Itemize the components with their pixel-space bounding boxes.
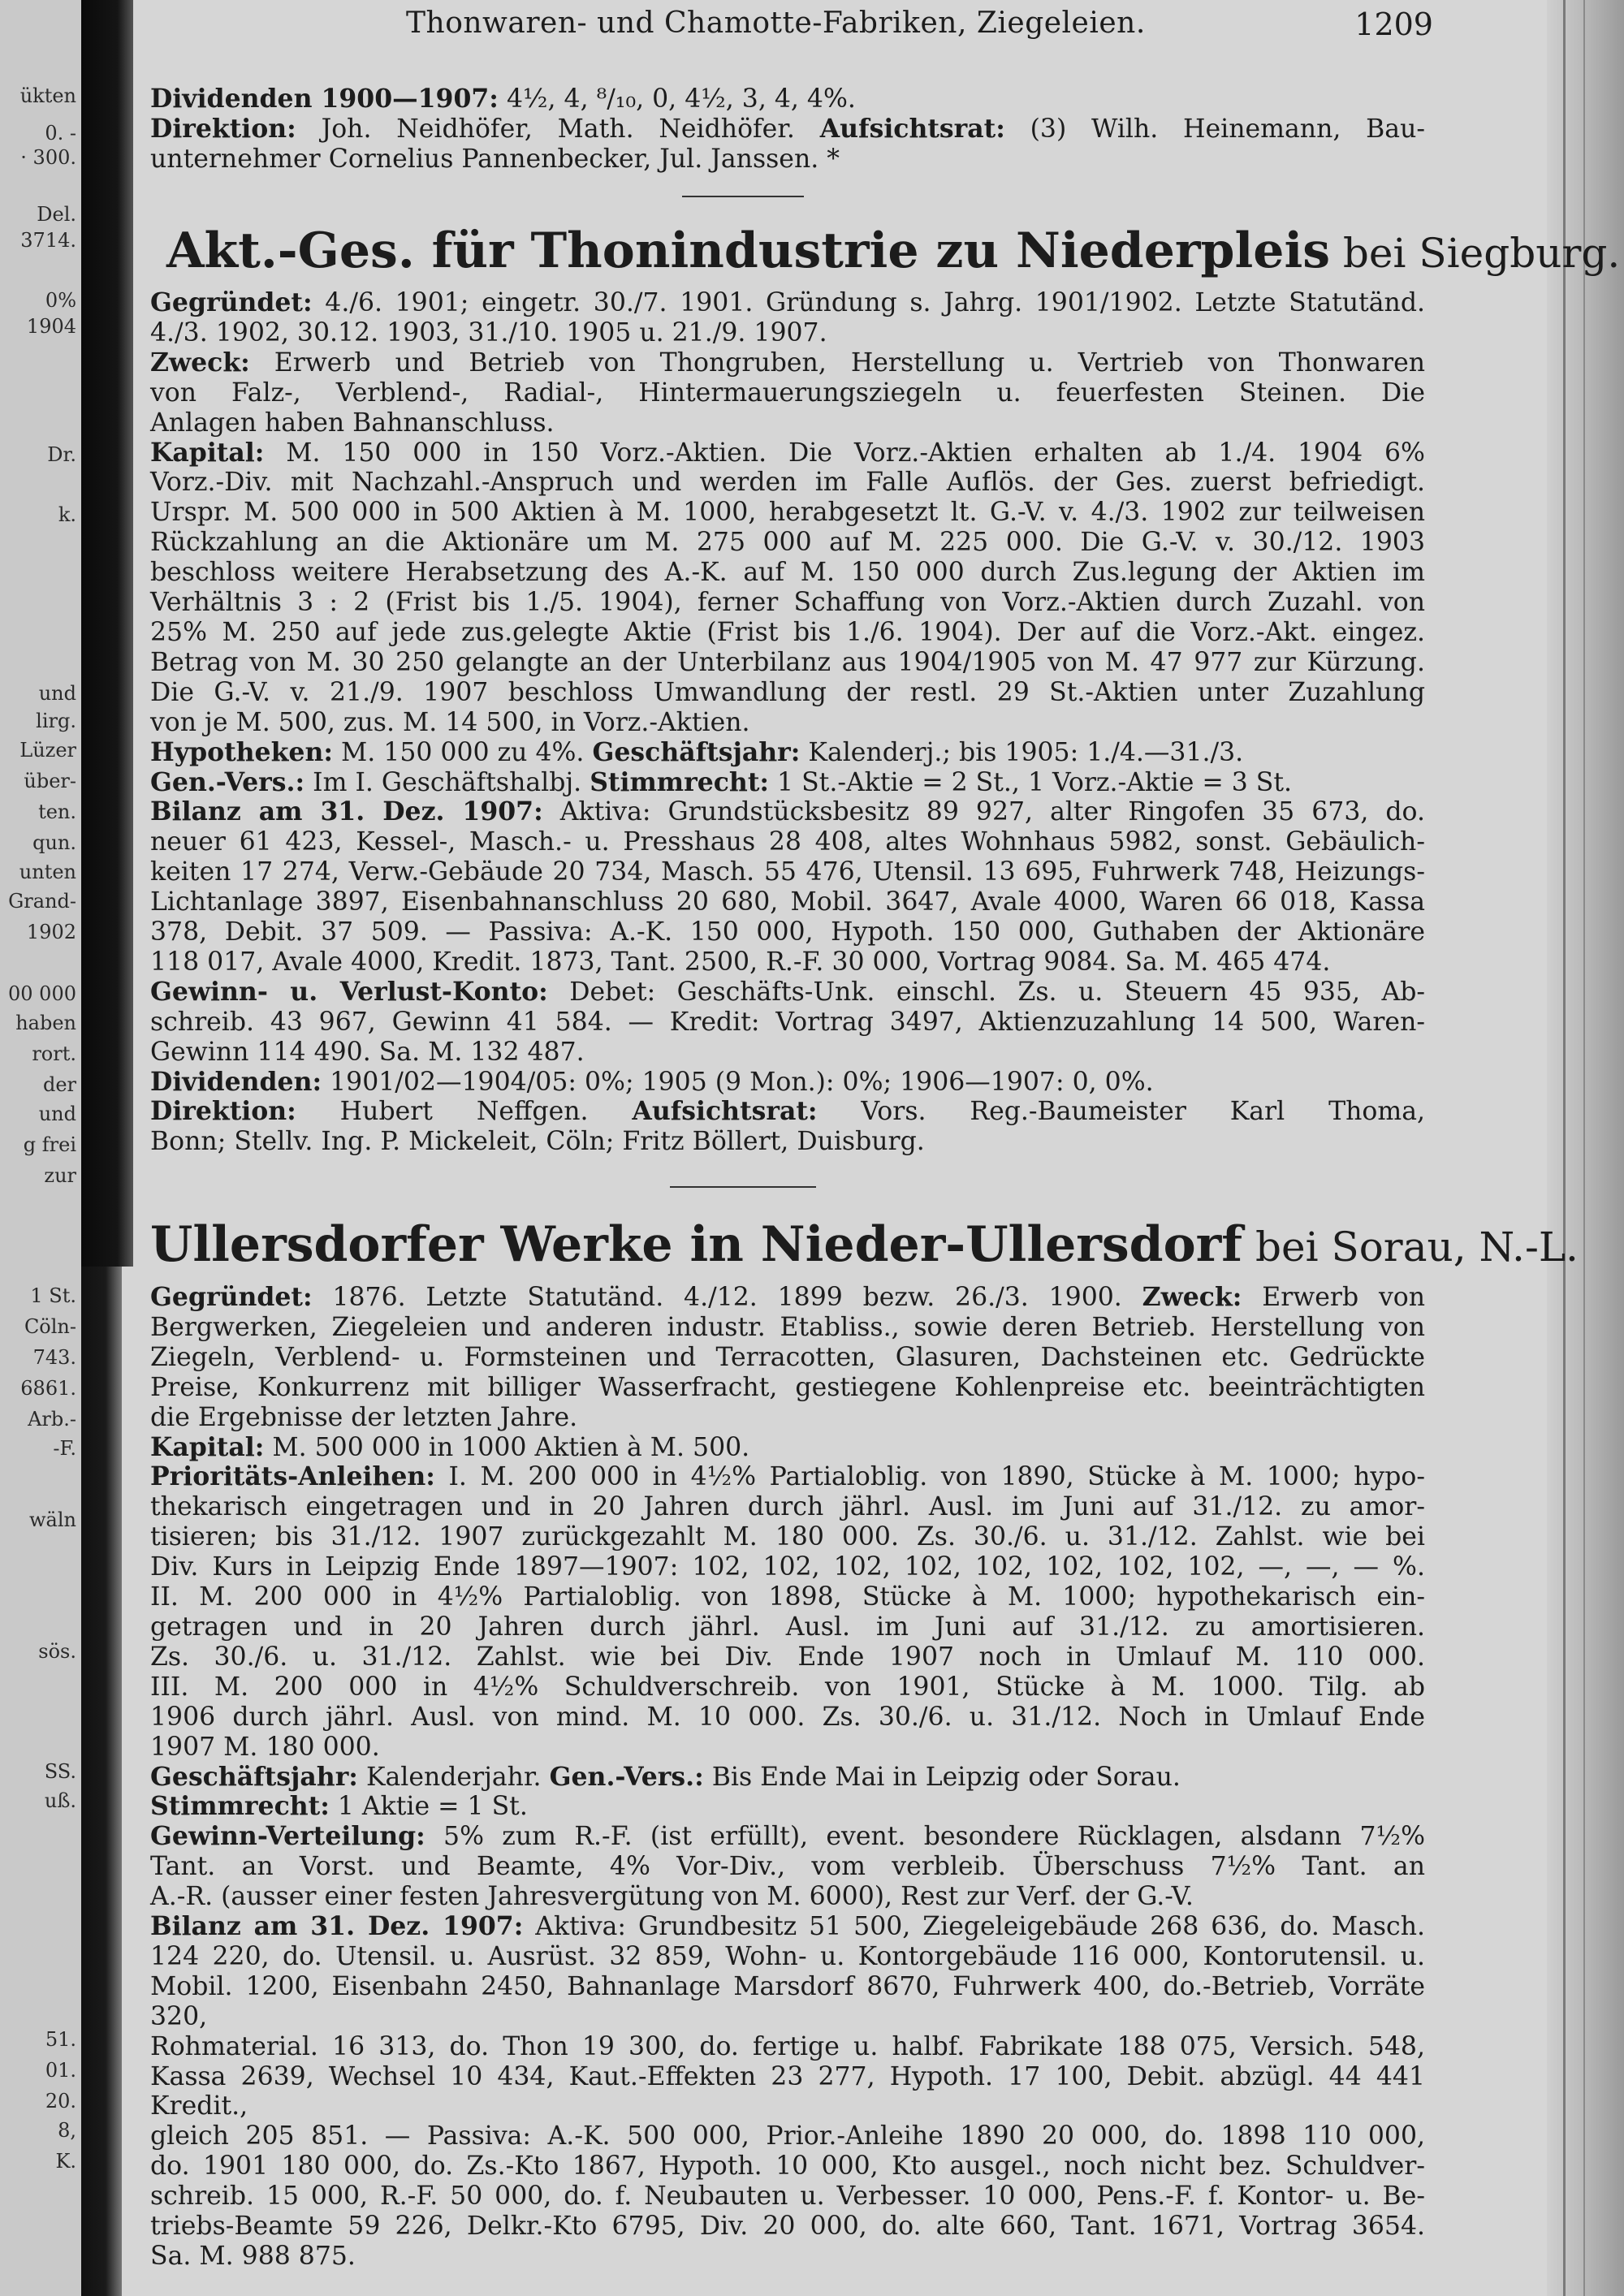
- field-label: Aufsichtsrat:: [819, 113, 1005, 144]
- margin-fragment: wäln: [29, 1508, 76, 1531]
- margin-fragment: 0%: [45, 289, 76, 312]
- margin-fragment: · 300.: [20, 146, 76, 169]
- text-line: [150, 1403, 1425, 1433]
- document-page: [134, 0, 1621, 2296]
- text-line: [150, 1882, 1425, 1912]
- field-value: Aktiva: Grundbesitz 51 500, Ziegeleigebäude 268 636, do. Masch.: [523, 1912, 1425, 1942]
- field-label: Dividenden 1900—1907:: [150, 84, 499, 114]
- page-edge-line: [1563, 0, 1566, 2296]
- margin-fragment: g frei: [23, 1133, 76, 1156]
- field-value: keiten 17 274, Verw.-Gebäude 20 734, Masch. 55 476, Utensil. 13 695, Fuhrwerk 748, Heizungs-: [150, 857, 1425, 887]
- field-label: Bilanz am 31. Dez. 1907:: [150, 796, 543, 827]
- margin-fragment: Dr.: [47, 443, 76, 466]
- company-heading-niederpleis: [150, 221, 1621, 283]
- margin-fragment: 00 000: [8, 982, 76, 1005]
- field-label: Aufsichtsrat:: [632, 1096, 818, 1127]
- field-value: Ziegeln, Verblend- u. Formsteinen und Terracotten, Glasuren, Dachsteinen etc. Gedrückte: [150, 1342, 1425, 1372]
- field-value: Betrag von M. 30 250 gelangte an der Unterbilanz aus 1904/1905 von M. 47 977 zur Kürzung.: [150, 647, 1425, 677]
- field-value: tisieren; bis 31./12. 1907 zurückgezahlt M. 180 000. Zs. 30./6. u. 31./12. Zahlst. wie bei: [150, 1522, 1425, 1552]
- field-label: Geschäftsjahr:: [592, 736, 801, 767]
- text-line: [150, 1097, 1425, 1127]
- text-line: [150, 768, 1425, 798]
- text-line: [150, 1343, 1425, 1373]
- text-line: [150, 1792, 1425, 1822]
- field-label: Gegründet:: [150, 1282, 313, 1312]
- margin-fragment: 1902: [26, 921, 76, 943]
- field-value: 5% zum R.-F. (ist erfüllt), event. besondere Rücklagen, alsdann 7½%: [425, 1822, 1425, 1852]
- text-line: [150, 1912, 1425, 1942]
- field-value: M. 150 000 in 150 Vorz.-Aktien. Die Vorz.-Aktien erhalten ab 1./4. 1904 6%: [264, 438, 1425, 468]
- margin-fragment: qun.: [32, 831, 76, 854]
- field-label: Gewinn- u. Verlust-Konto:: [150, 976, 548, 1007]
- field-value: 1876. Letzte Statutänd. 4./12. 1899 bezw. 26./3. 1900.: [312, 1283, 1142, 1312]
- text-line: [150, 648, 1425, 678]
- field-value: Zs. 30./6. u. 31./12. Zahlst. wie bei Div. Ende 1907 noch in Umlauf M. 110 000.: [150, 1642, 1425, 1672]
- margin-fragment: -F.: [53, 1437, 76, 1460]
- text-line: [150, 857, 1425, 887]
- text-line: [150, 1642, 1425, 1672]
- field-value: Urspr. M. 500 000 in 500 Aktien à M. 1000, herabgesetzt lt. G.-V. v. 4./3. 1902 zur teilweisen: [150, 498, 1425, 528]
- margin-fragment: 8,: [58, 2119, 76, 2142]
- text-line: [150, 1942, 1425, 1972]
- text-line: [150, 378, 1425, 408]
- margin-fragment: 20.: [45, 2090, 76, 2113]
- field-value: gleich 205 851. — Passiva: A.-K. 500 000, Prior.-Anleihe 1890 20 000, do. 1898 110 000,: [150, 2121, 1425, 2151]
- section-divider: [670, 1186, 816, 1188]
- entry-previous-company-tail: [150, 84, 1425, 175]
- field-value: do. 1901 180 000, do. Zs.-Kto 1867, Hypoth. 10 000, Kto ausgel., noch nicht bez. Schuldver-: [150, 2151, 1425, 2182]
- margin-fragment: sös.: [38, 1640, 76, 1663]
- field-value: M. 150 000 zu 4%.: [333, 737, 593, 767]
- text-line: [150, 827, 1425, 857]
- company-heading-ullersdorf: [150, 1215, 1579, 1277]
- text-line: [150, 738, 1425, 768]
- field-value: Vors. Reg.-Baumeister Karl Thoma,: [817, 1097, 1425, 1127]
- margin-fragment: zur: [44, 1164, 76, 1187]
- text-line: [150, 678, 1425, 708]
- text-line: [150, 1127, 1425, 1157]
- field-value: Bonn; Stellv. Ing. P. Mickeleit, Cöln; Fritz Böllert, Duisburg.: [150, 1127, 925, 1157]
- margin-fragment: Grand-: [8, 890, 76, 913]
- field-label: Prioritäts-Anleihen:: [150, 1461, 435, 1492]
- field-value: Aktiva: Grundstücksbesitz 89 927, alter Ringofen 35 673, do.: [542, 797, 1425, 827]
- field-value: Tant. an Vorst. und Beamte, 4% Vor-Div., vom verbleib. Überschuss 7½% Tant. an: [150, 1852, 1425, 1882]
- field-label: Kapital:: [150, 437, 265, 468]
- field-label: Stimmrecht:: [590, 766, 770, 797]
- field-value: A.-R. (ausser einer festen Jahresvergütung von M. 6000), Rest zur Verf. der G.-V.: [150, 1882, 1194, 1912]
- text-line: [150, 498, 1425, 528]
- margin-fragment: 51.: [45, 2028, 76, 2051]
- margin-fragment: und: [38, 682, 76, 705]
- margin-fragment: uß.: [44, 1789, 76, 1812]
- field-value: I. M. 200 000 in 4½% Partialoblig. von 1890, Stücke à M. 1000; hypo-: [434, 1462, 1425, 1492]
- margin-fragment: rort.: [32, 1042, 76, 1065]
- text-line: [150, 558, 1425, 588]
- company-title: [150, 221, 1621, 283]
- field-label: Geschäftsjahr:: [150, 1761, 358, 1792]
- text-line: [150, 887, 1425, 917]
- margin-fragment: über-: [24, 770, 76, 792]
- field-label: Zweck:: [1142, 1282, 1242, 1312]
- text-line: [150, 708, 1425, 738]
- text-line: [150, 1373, 1425, 1403]
- field-value: M. 500 000 in 1000 Aktien à M. 500.: [264, 1432, 750, 1462]
- field-label: Dividenden:: [150, 1066, 322, 1097]
- text-line: [150, 2242, 1425, 2272]
- text-line: [150, 145, 1425, 175]
- text-line: [150, 1008, 1425, 1038]
- text-line: [150, 2212, 1425, 2242]
- field-value: 4./6. 1901; eingetr. 30./7. 1901. Gründung s. Jahrg. 1901/1902. Letzte Statutänd.: [312, 288, 1425, 317]
- margin-fragment: K.: [55, 2150, 76, 2173]
- field-value: II. M. 200 000 in 4½% Partialoblig. von 1898, Stücke à M. 1000; hypothekarisch ein-: [150, 1582, 1425, 1612]
- text-line: [150, 797, 1425, 827]
- field-value: (3) Wilh. Heinemann, Bau-: [1004, 114, 1425, 144]
- field-value: von je M. 500, zus. M. 14 500, in Vorz.-Aktien.: [150, 707, 750, 737]
- left-page-margin: [0, 0, 81, 2296]
- field-label: Direktion:: [150, 113, 296, 144]
- text-line: [150, 917, 1425, 947]
- text-line: [150, 1972, 1425, 2032]
- text-line: [150, 1763, 1425, 1793]
- field-value: Bis Ende Mai in Leipzig oder Sorau.: [703, 1762, 1181, 1792]
- field-value: beschloss weitere Herabsetzung des A.-K. auf M. 150 000 durch Zus.legung der Aktien im: [150, 558, 1425, 588]
- text-line: [150, 1313, 1425, 1343]
- margin-fragment: 6861.: [20, 1377, 76, 1400]
- text-line: [150, 2032, 1425, 2062]
- field-value: Rückzahlung an die Aktionäre um M. 275 000 auf M. 225 000. Die G.-V. v. 30./12. 1903: [150, 528, 1425, 558]
- margin-fragment: lirg.: [36, 710, 76, 732]
- field-value: Erwerb von: [1242, 1283, 1425, 1312]
- field-value: thekarisch eingetragen und in 20 Jahren durch jährl. Ausl. im Juni auf 31./12. zu amor-: [150, 1492, 1425, 1522]
- margin-fragment: k.: [58, 503, 76, 526]
- field-value: unternehmer Cornelius Pannenbecker, Jul. Janssen. *: [150, 144, 840, 174]
- field-label: Gen.-Vers.:: [549, 1761, 704, 1792]
- field-value: 25% M. 250 auf jede zus.gelegte Aktie (Frist bis 1./6. 1904). Der auf die Vorz.-Akt. eingez.: [150, 617, 1425, 647]
- margin-fragment: Arb.-: [28, 1408, 76, 1431]
- text-line: [150, 1522, 1425, 1552]
- field-label: Stimmrecht:: [150, 1791, 330, 1822]
- margin-fragment: 01.: [45, 2059, 76, 2082]
- text-line: [150, 1462, 1425, 1492]
- text-line: [150, 1492, 1425, 1522]
- margin-fragment: ükten: [19, 84, 76, 107]
- field-value: getragen und in 20 Jahren durch jährl. Ausl. im Juni auf 31./12. zu amortisieren.: [150, 1612, 1425, 1642]
- margin-fragment: 0. -: [45, 122, 76, 145]
- margin-fragment: 743.: [32, 1346, 76, 1369]
- field-label: Direktion:: [150, 1096, 296, 1127]
- book-binding: [81, 0, 133, 1267]
- margin-fragment: 3714.: [20, 229, 76, 252]
- company-location: bei Sorau, N.-L.: [1242, 1224, 1579, 1271]
- field-value: Erwerb und Betrieb von Thongruben, Herstellung u. Vertrieb von Thonwaren: [249, 347, 1425, 378]
- margin-fragment: Cöln-: [24, 1315, 76, 1338]
- text-line: [150, 2121, 1425, 2151]
- field-value: Debet: Geschäfts-Unk. einschl. Zs. u. Steuern 45 935, Ab-: [547, 977, 1426, 1007]
- entry-niederpleis: [150, 288, 1425, 1157]
- field-value: Mobil. 1200, Eisenbahn 2450, Bahnanlage Marsdorf 8670, Fuhrwerk 400, do.-Betrieb, Vorräte 320,: [150, 1971, 1425, 2031]
- text-line: [150, 1733, 1425, 1763]
- field-value: Preise, Konkurrenz mit billiger Wasserfracht, gestiegene Kohlenpreise etc. beeinträchtigten: [150, 1372, 1425, 1402]
- field-value: Im I. Geschäftshalbj.: [304, 767, 590, 797]
- field-value: 1906 durch jährl. Ausl. von mind. M. 10 000. Zs. 30./6. u. 31./12. Noch in Umlauf Ende: [150, 1702, 1425, 1732]
- margin-fragment: unten: [19, 861, 76, 883]
- entry-ullersdorf: [150, 1283, 1425, 2272]
- field-value: Kalenderjahr.: [357, 1762, 550, 1792]
- field-label: Gen.-Vers.:: [150, 766, 305, 797]
- text-line: [150, 947, 1425, 978]
- text-line: [150, 2151, 1425, 2182]
- margin-fragment: Del.: [37, 203, 76, 226]
- field-value: Anlagen haben Bahnanschluss.: [150, 408, 555, 438]
- field-value: Kassa 2639, Wechsel 10 434, Kaut.-Effekten 23 277, Hypoth. 17 100, Debit. abzügl. 44 441 Kredit.,: [150, 2061, 1425, 2121]
- field-value: Kalenderj.; bis 1905: 1./4.—31./3.: [800, 737, 1244, 767]
- margin-fragment: haben: [15, 1012, 76, 1034]
- text-line: [150, 84, 1425, 114]
- text-line: [150, 1672, 1425, 1703]
- margin-fragment: ten.: [38, 801, 76, 823]
- field-value: 4./3. 1902, 30.12. 1903, 31./10. 1905 u. 21./9. 1907.: [150, 317, 827, 347]
- text-line: [150, 1612, 1425, 1642]
- running-header: [134, 6, 1433, 42]
- margin-fragment: SS.: [44, 1760, 76, 1783]
- margin-fragment: 1904: [26, 315, 76, 338]
- field-value: Verhältnis 3 : 2 (Frist bis 1./5. 1904), ferner Schaffung von Vorz.-Aktien durch Zuzahl. von: [150, 588, 1425, 618]
- text-line: [150, 318, 1425, 348]
- field-value: Div. Kurs in Leipzig Ende 1897—1907: 102, 102, 102, 102, 102, 102, 102, 102, —, —, — %.: [150, 1552, 1425, 1582]
- margin-fragment: und: [38, 1103, 76, 1125]
- text-line: [150, 1038, 1425, 1068]
- company-name: Akt.-Ges. für Thonindustrie zu Niederpleis: [166, 222, 1331, 279]
- text-line: [150, 1283, 1425, 1313]
- text-line: [150, 288, 1425, 318]
- page-edge-line: [1583, 0, 1585, 2296]
- field-label: Gegründet:: [150, 287, 313, 317]
- right-page-edge: [1547, 0, 1624, 2296]
- header-title: Thonwaren- und Chamotte-Fabriken, Ziegeleien.: [406, 6, 1146, 40]
- field-value: 1907 M. 180 000.: [150, 1732, 380, 1762]
- text-line: [150, 1068, 1425, 1098]
- field-value: Joh. Neidhöfer, Math. Neidhöfer.: [296, 114, 820, 144]
- field-value: die Ergebnisse der letzten Jahre.: [150, 1402, 578, 1432]
- field-value: Die G.-V. v. 21./9. 1907 beschloss Umwandlung der restl. 29 St.-Aktien unter Zuzahlung: [150, 677, 1425, 707]
- field-value: 1 Aktie = 1 St.: [329, 1792, 528, 1822]
- field-value: Rohmaterial. 16 313, do. Thon 19 300, do. fertige u. halbf. Fabrikate 188 075, Versich. 548,: [150, 2031, 1425, 2061]
- field-label: Bilanz am 31. Dez. 1907:: [150, 1911, 524, 1942]
- field-value: Hubert Neffgen.: [296, 1097, 633, 1127]
- text-line: [150, 2062, 1425, 2122]
- field-value: 1 St.-Aktie = 2 St., 1 Vorz.-Aktie = 3 St.: [769, 767, 1293, 797]
- field-value: Vorz.-Div. mit Nachzahl.-Anspruch und werden im Falle Auflös. der Ges. zuerst befriedigt.: [150, 468, 1425, 498]
- margin-fragment: Lüzer: [19, 739, 76, 762]
- company-name: Ullersdorfer Werke in Nieder-Ullersdorf: [150, 1216, 1243, 1273]
- text-line: [150, 618, 1425, 648]
- margin-fragment: 1 St.: [30, 1284, 76, 1307]
- text-line: [150, 468, 1425, 498]
- field-value: Bergwerken, Ziegeleien und anderen industr. Etabliss., sowie deren Betrieb. Herstellung von: [150, 1312, 1425, 1342]
- text-line: [150, 2182, 1425, 2212]
- field-value: schreib. 43 967, Gewinn 41 584. — Kredit: Vortrag 3497, Aktienzuzahlung 14 500, Waren-: [150, 1007, 1425, 1037]
- text-line: [150, 978, 1425, 1008]
- text-line: [150, 348, 1425, 378]
- text-line: [150, 588, 1425, 618]
- text-line: [150, 1822, 1425, 1852]
- text-line: [150, 114, 1425, 145]
- text-line: [150, 1433, 1425, 1463]
- section-divider: [682, 196, 804, 197]
- field-value: Sa. M. 988 875.: [150, 2242, 356, 2271]
- text-line: [150, 438, 1425, 468]
- company-location: bei Siegburg.: [1330, 230, 1621, 277]
- field-value: III. M. 200 000 in 4½% Schuldverschreib. von 1901, Stücke à M. 1000. Tilg. ab: [150, 1672, 1425, 1702]
- field-value: 1901/02—1904/05: 0%; 1905 (9 Mon.): 0%; 1906—1907: 0, 0%.: [322, 1067, 1154, 1097]
- field-value: 378, Debit. 37 509. — Passiva: A.-K. 150 000, Hypoth. 150 000, Guthaben der Aktionäre: [150, 917, 1425, 947]
- text-line: [150, 1852, 1425, 1882]
- field-value: schreib. 15 000, R.-F. 50 000, do. f. Neubauten u. Verbesser. 10 000, Pens.-F. f. Kontor- u. Be-: [150, 2182, 1425, 2212]
- margin-fragment: der: [42, 1073, 76, 1096]
- field-value: von Falz-, Verblend-, Radial-, Hintermauerungsziegeln u. feuerfesten Steinen. Die: [150, 378, 1425, 408]
- field-label: Hypotheken:: [150, 736, 333, 767]
- text-line: [150, 1552, 1425, 1582]
- field-value: Lichtanlage 3897, Eisenbahnanschluss 20 680, Mobil. 3647, Avale 4000, Waren 66 018, Kassa: [150, 887, 1425, 917]
- field-label: Zweck:: [150, 347, 250, 378]
- field-value: 118 017, Avale 4000, Kredit. 1873, Tant. 2500, R.-F. 30 000, Vortrag 9084. Sa. M. 465 474.: [150, 947, 1331, 977]
- field-value: neuer 61 423, Kessel-, Masch.- u. Presshaus 28 408, altes Wohnhaus 5982, sonst. Gebäulich-: [150, 827, 1425, 857]
- field-label: Gewinn-Verteilung:: [150, 1821, 425, 1852]
- text-line: [150, 408, 1425, 438]
- text-line: [150, 1582, 1425, 1612]
- text-line: [150, 1703, 1425, 1733]
- field-value: 4½, 4, ⁸/₁₀, 0, 4½, 3, 4, 4%.: [498, 84, 856, 114]
- company-title: [150, 1215, 1579, 1277]
- text-line: [150, 528, 1425, 558]
- field-label: Kapital:: [150, 1431, 265, 1462]
- page-number: 1209: [1354, 6, 1433, 42]
- field-value: triebs-Beamte 59 226, Delkr.-Kto 6795, Div. 20 000, do. alte 660, Tant. 1671, Vortrag 3654.: [150, 2212, 1425, 2242]
- field-value: Gewinn 114 490. Sa. M. 132 487.: [150, 1037, 585, 1067]
- field-value: 124 220, do. Utensil. u. Ausrüst. 32 859, Wohn- u. Kontorgebäude 116 000, Kontorutensil. u.: [150, 1941, 1425, 1971]
